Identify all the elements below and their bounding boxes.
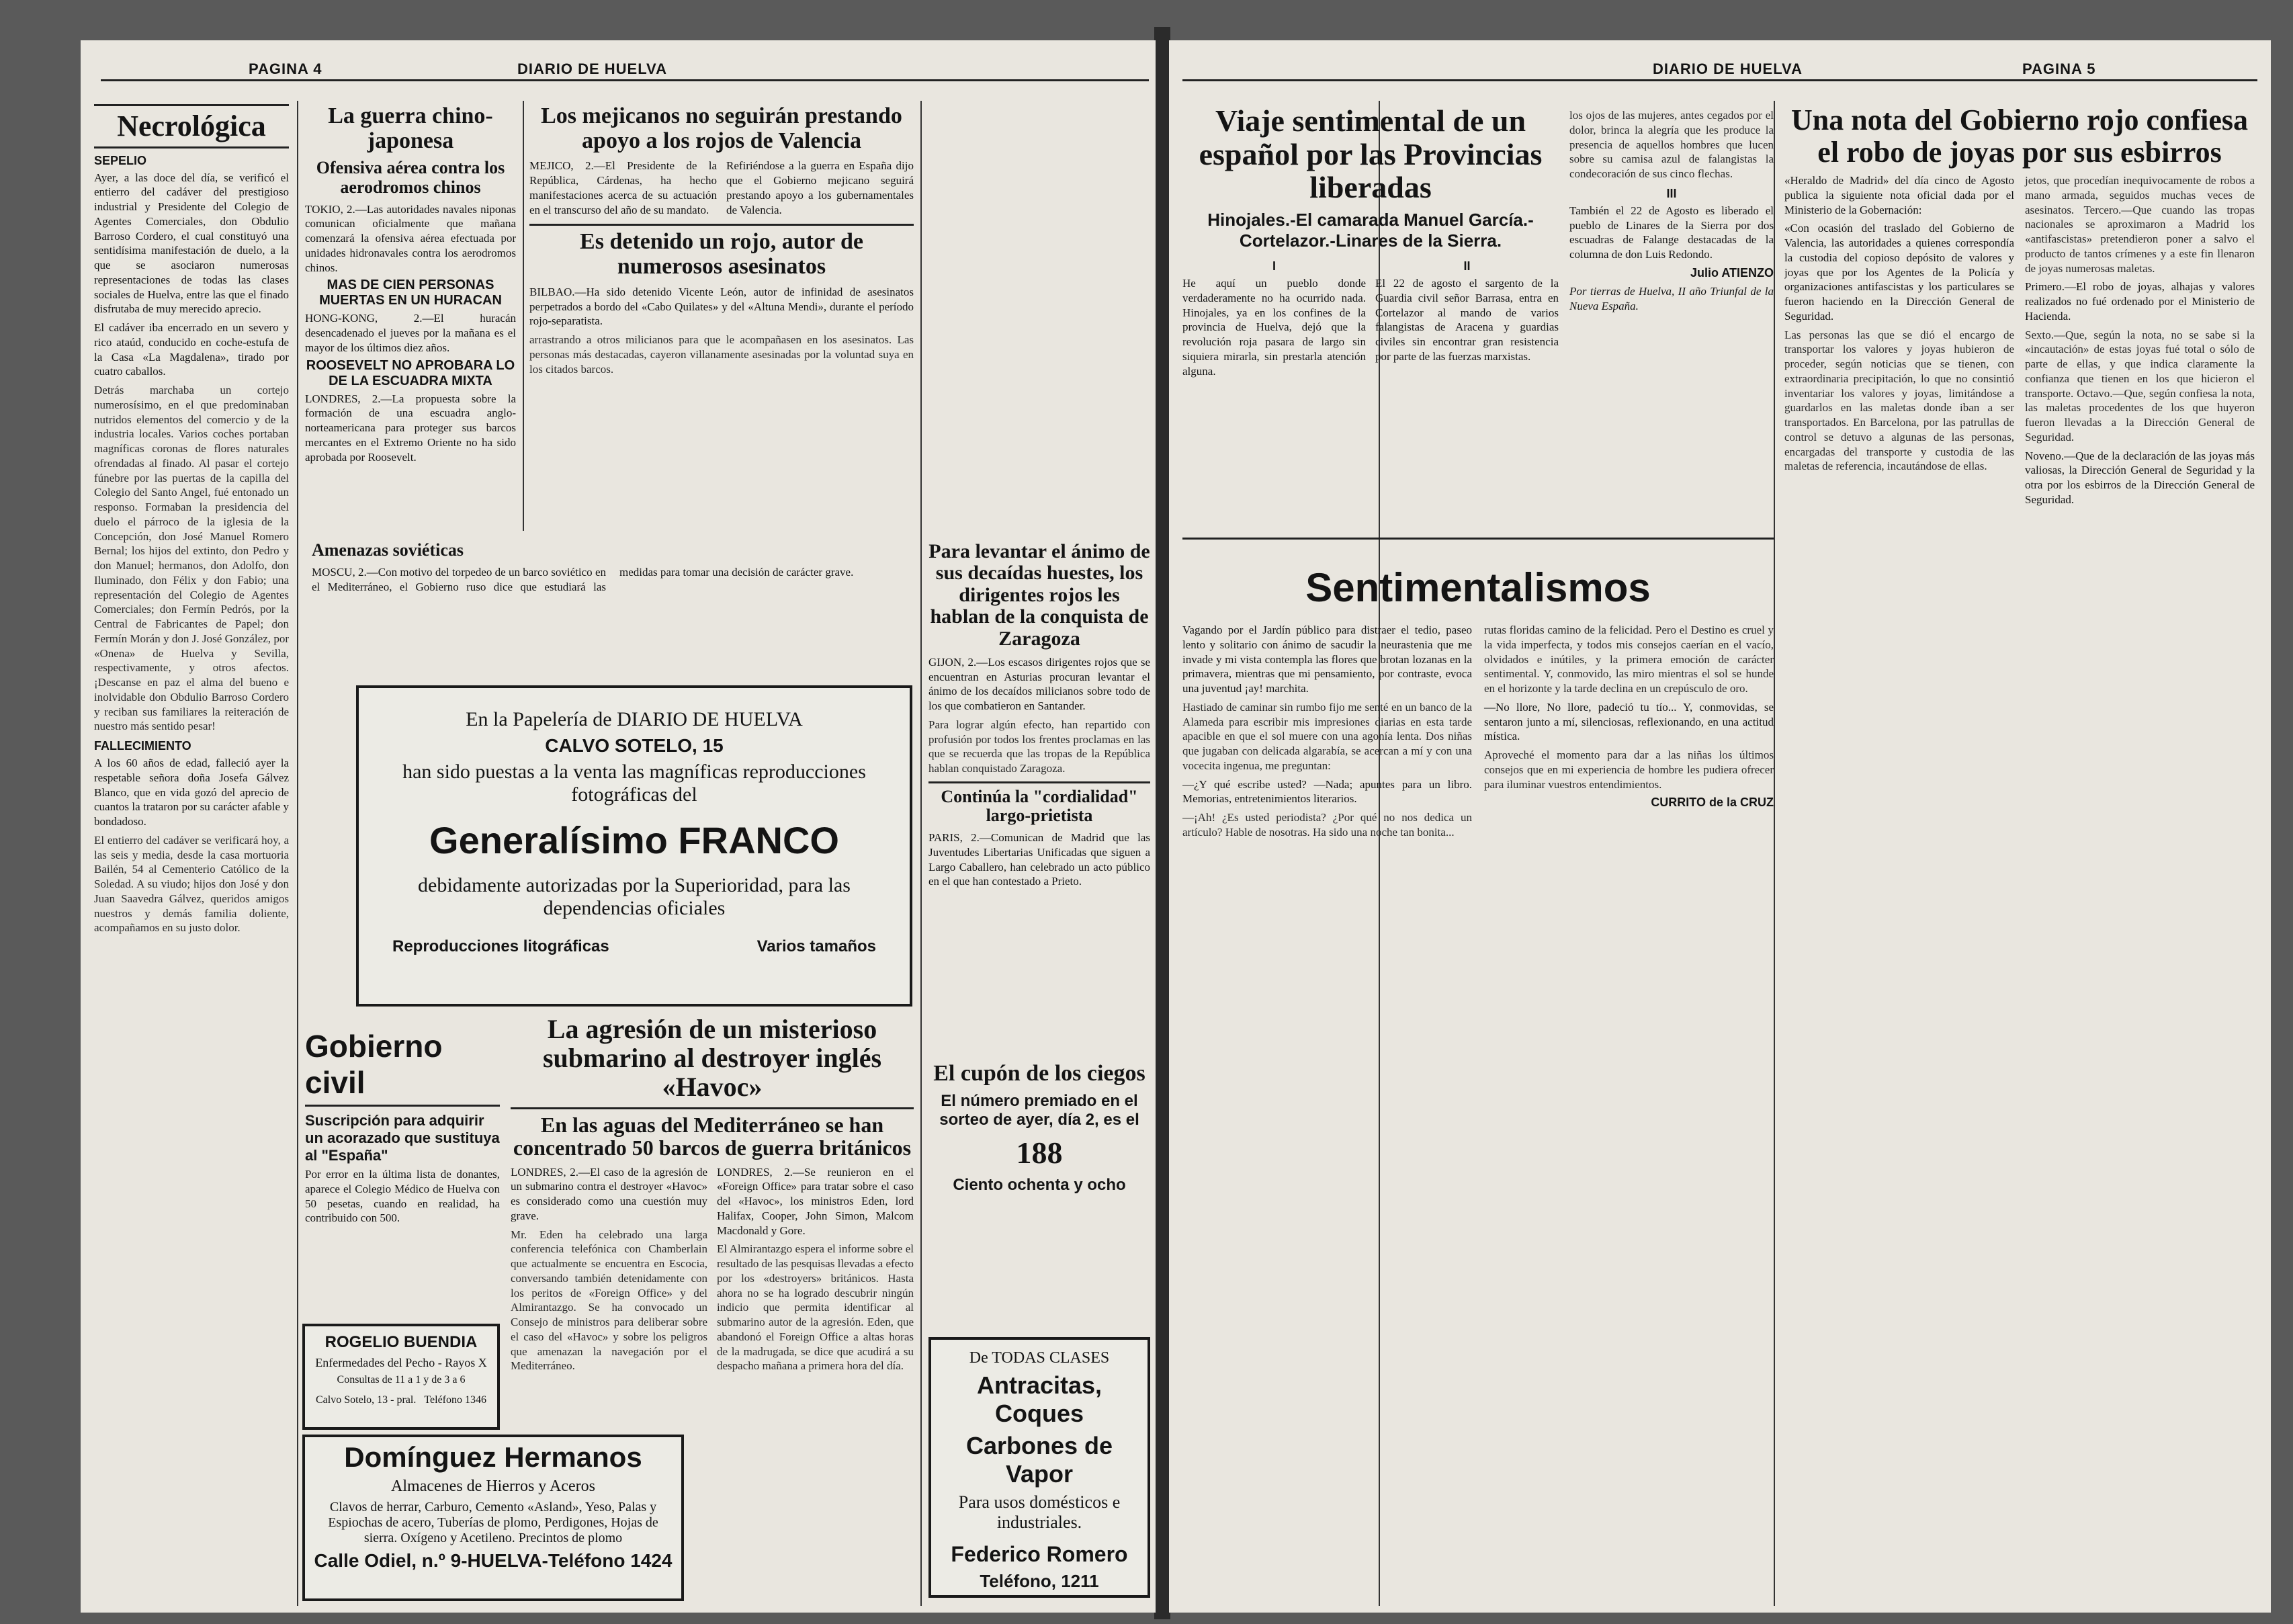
franco-title: Generalísimo FRANCO — [429, 819, 839, 861]
sentimentalismos-text: —No llore, No llore, padeció tu tío... Y, conmovidas, se sentaron junto a mí, silenciosas, reflexionando, en una actitud mística. — [1484, 700, 1774, 743]
viaje-signature: Julio ATIENZO — [1690, 265, 1774, 280]
nota-gobierno-headline: Una nota del Gobierno rojo confiesa el robo de joyas por sus esbirros — [1791, 104, 2248, 169]
gobierno-civil-text: Por error en la última lista de donantes, aparece el Colegio Médico de Huelva con 50 pesetas, cuando en realidad, ha contribuido con 500. — [305, 1168, 500, 1225]
sentimentalismos-headline: Sentimentalismos — [1305, 565, 1651, 610]
column-rule — [920, 101, 922, 1606]
necrologica-column: Necrológica SEPELIO Ayer, a las doce del día, se verificó el entierro del cadáver del prestigioso industrial y Presidente del Colegio de Agentes Comerciales, don Obdulio Barroso Cordero, el cual constituyó una sentidísima manifestación de duelo, a la que se asociaron numerosas representaciones de todas las clases sociales de Huelva, entre las que el finado disfrutaba de muy merecido aprecio. El cadáver iba encerrado en un severo y rico ataúd, conducido en coche-estufa de la Casa «La Magdalena», tirado por cuatro caballos. Detrás marchaba un cortejo numerosísimo, en el que predominaban nutridos elementos del comercio y de la industria locales. Varios coches portaban magníficas coronas de flores naturales ofrendadas al finado. Al pasar el cortejo fúnebre por las puertas de la capilla del Colegio del Santo Angel, fué entonado un responso. Formaban la presidencia del duelo el párroco de la iglesia de la Concepción, don José Manuel Romero Bernal; los hijos del extinto, don Pedro y don Manuel; hermanos, don Adolfo, don Iluminado, don Félix y don Fabio; una representación del Colegio de Agentes Comerciales; don Fermín Pedrós, por la Central de Fabricantes de Papel; don Fermín Morán y don J. José González, por «Onena» de Huelva y Sevilla, respectivamente, y otros afectos. ¡Descanse en paz el alma del bueno e inolvidable don Obdulio Barroso Cordero y reciban sus familiares la reiteración de nuestro más sentido pesar! FALLECIMIENTO A los 60 años de edad, falleció ayer la respetable señora doña Josefa Gálvez Blanco, que en vida gozó del aprecio de cuantos la trataron por su carácter afable y bondadoso. El entierro del cadáver se verificará hoy, a las seis y media, desde la casa mortuoria Bailén, 54 al Cementerio Católico de la Soledad. A su viudo; hijos don José y don Juan Saavedra Gálvez, queridos amigos nuestros y demás familia doliente, acompañamos en su justo dolor. — [94, 104, 289, 1193]
nota-gobierno-text: Primero.—El robo de joyas, alhajas y valores realizados no fué ordenado por el Ministerio de Hacienda. — [2025, 280, 2255, 323]
masthead-right: DIARIO DE HUELVA — [1653, 60, 1803, 77]
ad-line: Antracitas, Coques — [976, 1371, 1102, 1427]
romero-name: Federico Romero — [951, 1542, 1128, 1566]
fallecimiento-label: FALLECIMIENTO — [94, 739, 191, 753]
levantar-article: Para levantar el ánimo de sus decaídas huestes, los dirigentes rojos les hablan de la conquista de Zaragoza GIJON, 2.—Los escasos dirigentes rojos que se encuentran en Asturias procuran levantar el ánimo de los decaídos milicianos sobre todo de los que combatieron en Santander. Para lograr algún efecto, han repartido con profusión por todos los frentes proclamas en las que se recuerda que las tropas de la República hablan conquistado Zaragoza. Continúa la "cordialidad" largo-prietista PARIS, 2.—Comunican de Madrid que las Juventudes Libertarias Unificadas que siguen a Largo Caballero, han celebrado un acto público en el que han contestado a Prieto. — [928, 541, 1150, 888]
viaje-closing: Por tierras de Huelva, II año Triunfal de la Nueva España. — [1569, 284, 1774, 312]
nota-gobierno-text: «Heraldo de Madrid» del día cinco de Agosto publica la siguiente nota oficial dada por el Ministerio de la Gobernación: — [1784, 174, 2014, 216]
guerra-headline: La guerra chino-japonesa — [328, 104, 493, 153]
viaje-article: Viaje sentimental de un español por las Provincias liberadas Hinojales.-El camarada Manuel García.-Cortelazor.-Linares de la Sierra. I He aquí un pueblo donde verdaderamente no ha ocurrido nada. Hinojales, ya en los confines de la provincia de Huelva, dejó que la revolución roja pasara de largo sin siquiera mirarla, sin prestarla atención alguna. II El 22 de agosto el sargento de la Guardia civil señor Barrasa, entra en Cortelazor al mando de varios falangistas de Aracena y guardias civiles sin encontrar gran resistencia por parte de las fuerzas marxistas. los ojos de las mujeres, antes cegados por el dolor, brinca la alegría que les produce la presencia de aquellos hombres que lucen sobre su camisa azul de falangistas la condecoración de sus cinco flechas. III También el 22 de Agosto es liberado el pueblo de Linares de la Sierra por dos escuadras de Falange destacadas de la columna de don Luis Redondo. Julio ATIENZO Por tierras de Huelva, II año Triunfal de la Nueva España. — [1182, 104, 1774, 378]
page-number-left: PAGINA 4 — [249, 60, 322, 77]
papeleria-ad — [356, 685, 912, 1007]
cupon-article — [928, 1062, 1150, 1330]
ad-footer-right: Varios tamaños — [756, 937, 876, 955]
agresion-text: LONDRES, 2.—Se reunieron en el «Foreign Office» para tratar sobre el caso del «Havoc», los ministros Eden, lord Halifax, Cooper, John Simon, Malcom Macdonald y Gore. — [717, 1165, 914, 1237]
newspaper-page-5 — [1169, 40, 2271, 1613]
guerra-text: HONG-KONG, 2.—El huracán desencadenado el jueves por la mañana es el mayor de los últimos diez años. — [305, 312, 516, 354]
gobierno-civil-subhead: Suscripción para adquirir un acorazado que sustituya al "España" — [305, 1112, 500, 1164]
ad-line: De TODAS CLASES — [969, 1349, 1110, 1367]
ad-line: han sido puestas a la venta las magníficas reproducciones fotográficas del — [402, 761, 866, 806]
cordialidad-text: PARIS, 2.—Comunican de Madrid que las Juventudes Libertarias Unificadas que siguen a Largo Caballero, han celebrado un acto público en el que han contestado a Prieto. — [928, 831, 1150, 888]
nota-gobierno-article: Una nota del Gobierno rojo confiesa el robo de joyas por sus esbirros «Heraldo de Madrid» del día cinco de Agosto publica la siguiente nota oficial dada por el Ministerio de la Gobernación: «Con ocasión del traslado del Gobierno de Valencia, las autoridades a quienes correspondía la custodia del copioso depósito de valores y joyas que por los Agentes de la Policía y organizaciones antifascistas y los particulares se fueron haciendo en la Dirección General de Seguridad. Las personas las que se dió el encargo de transportar los valores y joyas hubieron de proceder, según noticias que se tienen, con extraordinaria precipitación, lo que no consintió inventariar los valores y joyas, limitándose a guardarlos en las maletas donde iban a ser transportados. En Barcelona, por las patrullas de control se detuvo a algunas de las personas, encargadas del transporte y custodia de las maletas de referencia, incautándose de ellas. jetos, que procedían inequivocamente de robos a mano armada, seguidos muchas veces de asesinatos. Tercero.—Que cuando las tropas nacionales se aproximaron a Madrid los «antifascistas» pretendieron poner a salvo el producto de tantos crímenes y a este fin llenaron de joyas numerosas maletas. Primero.—El robo de joyas, alhajas y valores realizados no fué ordenado por el Ministerio de Hacienda. Sexto.—Que, según la nota, no se sabe si la «incautación» de estas joyas fué total o sólo de parte de ellas, y que indica claramente la confianza que tienen en los que hicieron el transporte. Octavo.—Que, según confiesa la nota, las maletas procedentes de los que huyeron fueron llevadas a la Dirección General de Seguridad. Noveno.—Que de la declaración de las joyas más valiosas, la Dirección General de Seguridad y la otra por los esbirros de la Dirección General de Seguridad. — [1784, 104, 2255, 506]
ad-line: Clavos de herrar, Carburo, Cemento «Asland», Yeso, Palas y Espiochas de acero, Tuberías de plomo, Perdigones, Hojas de sierra. Oxígeno y Acetileno. Precintos de plomo — [328, 1500, 658, 1545]
mejicanos-headline: Los mejicanos no seguirán prestando apoyo a los rojos de Valencia — [541, 104, 902, 153]
sepelio-label: SEPELIO — [94, 153, 147, 167]
detenido-headline: Es detenido un rojo, autor de numerosos asesinatos — [580, 229, 863, 280]
guerra-article — [305, 104, 516, 534]
viaje-part-number: III — [1666, 186, 1677, 200]
guerra-subhead-2: MAS DE CIEN PERSONAS MUERTAS EN UN HURACAN — [319, 277, 502, 308]
ad-line: En la Papelería de DIARIO DE HUELVA — [466, 708, 803, 730]
masthead-left: DIARIO DE HUELVA — [517, 60, 667, 77]
necrologica-text: El cadáver iba encerrado en un severo y rico ataúd, conducido en coche-estufa de la Casa «La Magdalena», tirado por cuatro caballos. — [94, 321, 289, 378]
detenido-text: BILBAO.—Ha sido detenido Vicente León, autor de infinidad de asesinatos perpetrados a bordo del «Cabo Quilates» y del «Altuna Mendi», durante el período rojo-separatista. — [529, 285, 914, 328]
running-header-right — [1182, 60, 2257, 81]
column-rule — [297, 101, 298, 1606]
ad-line: Enfermedades del Pecho - Rayos X — [315, 1356, 487, 1369]
necrologica-text: A los 60 años de edad, falleció ayer la respetable señora doña Josefa Gálvez Blanco, que en vida gozó del aprecio de cuantos la trataron por su carácter afable y bondadoso. — [94, 757, 289, 828]
ad-footer-left: Reproducciones litográficas — [392, 937, 609, 955]
buendia-ad — [302, 1324, 500, 1430]
section-rule — [1182, 538, 1774, 540]
buendia-phone: Teléfono 1346 — [424, 1394, 486, 1406]
necrologica-text: Ayer, a las doce del día, se verificó el entierro del cadáver del prestigioso industrial y Presidente del Colegio de Agentes Comerciales, don Obdulio Barroso Cordero, el cual constituyó una sentidísima manifestación de duelo, a la que se asociaron numerosas representaciones de todas las clases sociales de Huelva, entre las que el finado disfrutaba de muy merecido aprecio. — [94, 171, 289, 316]
column-rule — [1774, 101, 1775, 1606]
guerra-subhead: Ofensiva aérea contra los aerodromos chinos — [316, 158, 505, 197]
gobierno-civil-article — [305, 1028, 500, 1324]
viaje-text: He aquí un pueblo donde verdaderamente no ha ocurrido nada. Hinojales, ya en los confines de la provincia de Huelva, dejó que la revolución roja pasara de largo sin siquiera mirarla, sin prestarla atención alguna. — [1182, 277, 1366, 378]
viaje-part-number: II — [1463, 259, 1471, 273]
viaje-text: También el 22 de Agosto es liberado el pueblo de Linares de la Sierra por dos escuadras de Falange destacadas de la columna de don Luis Redondo. — [1569, 204, 1774, 261]
viaje-headline: Viaje sentimental de un español por las Provincias liberadas — [1199, 104, 1543, 205]
cupon-number-text: Ciento ochenta y ocho — [953, 1176, 1126, 1195]
cupon-number: 188 — [1016, 1135, 1063, 1170]
guerra-subhead-3: ROOSEVELT NO APROBARA LO DE LA ESCUADRA MIXTA — [306, 357, 515, 388]
sentimentalismos-signature: CURRITO de la CRUZ — [1651, 796, 1774, 810]
mejicanos-text: Refiriéndose a la guerra en España dijo que el Gobierno mejicano seguirá prestando apoyo a los gubernamentales de Valencia. — [726, 159, 914, 216]
ad-line: Consultas de 11 a 1 y de 3 a 6 — [337, 1374, 466, 1385]
necrologica-title: Necrológica — [94, 104, 289, 148]
sentimentalismos-article: Sentimentalismos Vagando por el Jardín público para distraer el tedio, paseo lento y solitario con ánimo de sacudir la neurastenia que me invade y mi vista contempla las flores que brotan lozanas en la primavera, mientras que mi pensamiento, por contraste, evoca una juventud ¡ay! marchita. Hastiado de caminar sin rumbo fijo me senté en un banco de la Alameda para escribir mis impresiones diarias en esta tarde apacible en que el sol muere con una agonía lenta. Dos niñas que jugaban con delicada algarabía, se acercan a mí y con una vocecita ingenua, me preguntan: —¿Y qué escribe usted? —Nada; apuntes para un libro. Memorias, entretenimientos literarios. —¡Ah! ¿Es usted periodista? ¿Por qué no nos dedica un artículo? Hable de nosotras. Ha sido una noche tan bonita... rutas floridas camino de la felicidad. Pero el Destino es cruel y la vida imperfecta, y todos mis consejos caerían en el vacío, olvidados e inútiles, y la primera emoción de carácter sentimental. Y, conmovido, las miro mientras el sol se hunde en el horizonte y la tarde declina en un crepúsculo de oro. —No llore, No llore, padeció tu tío... Y, conmovidas, se sentaron junto a mí, silenciosas, reflexionando, en una actitud mística. Aproveché el momento para dar a las niñas los últimos consejos que en mi experiencia de hombre les pudiera ofrecer para iluminar vuestros entendimientos. CURRITO de la CRUZ — [1182, 565, 1774, 839]
romero-phone: Teléfono, 1211 — [980, 1571, 1099, 1591]
amenazas-article — [312, 541, 914, 669]
mejicanos-article: Los mejicanos no seguirán prestando apoyo a los rojos de Valencia MEJICO, 2.—El Presidente de la República, Cárdenas, ha hecho manifestaciones acerca de su actuación en el transcurso del año de su mandato. Refiriéndose a la guerra en España dijo que el Gobierno mejicano seguirá prestando apoyo a los gubernamentales de Valencia. Es detenido un rojo, autor de numerosos asesinatos BILBAO.—Ha sido detenido Vicente León, autor de infinidad de asesinatos perpetrados a bordo del «Cabo Quilates» y del «Altuna Mendi», durante el período rojo-separatista. arrastrando a otros milicianos para que le acompañasen en los asesinatos. Las personas más destacadas, cayeron villanamente asesinadas por la voluntad suya en los citados barcos. — [529, 104, 914, 376]
ad-line: CALVO SOTELO, 15 — [545, 735, 724, 756]
sentimentalismos-text: Vagando por el Jardín público para distraer el tedio, paseo lento y solitario con ánimo de sacudir la neurastenia que me invade y mi vista contempla las flores que brotan lozanas en la primavera, mientras que mi pensamiento, por contraste, evoca una juventud ¡ay! marchita. — [1182, 624, 1472, 695]
running-header-left — [101, 60, 1149, 81]
guerra-text: TOKIO, 2.—Las autoridades navales niponas comunican oficialmente que mañana comenzará la ofensiva aérea efectuada por unidades hidronavales contra los aerodromos chinos. — [305, 202, 516, 274]
agresion-headline: La agresión de un misterioso submarino al destroyer inglés «Havoc» — [542, 1015, 882, 1103]
viaje-text: El 22 de agosto el sargento de la Guardia civil señor Barrasa, entra en Cortelazor al mando de varios falangistas de Aracena y guardias civiles sin encontrar gran resistencia por parte de las fuerzas marxistas. — [1375, 277, 1559, 363]
ad-line: Almacenes de Hierros y Aceros — [391, 1478, 595, 1495]
mejicanos-text: MEJICO, 2.—El Presidente de la República, Cárdenas, ha hecho manifestaciones acerca de su actuación en el transcurso del año de su mandato. — [529, 159, 717, 216]
cordialidad-headline: Continúa la "cordialidad" largo-prietista — [941, 786, 1138, 826]
gobierno-civil-headline: Gobierno civil — [305, 1028, 500, 1107]
viaje-subhead: Hinojales.-El camarada Manuel García.-Cortelazor.-Linares de la Sierra. — [1207, 210, 1534, 251]
amenazas-headline: Amenazas soviéticas — [312, 541, 464, 560]
guerra-text: LONDRES, 2.—La propuesta sobre la formación de una escuadra anglo-norteamericana para proteger sus barcos mercantes en el Extremo Oriente no ha sido aprobada por Roosevelt. — [305, 392, 516, 464]
dominguez-name: Domínguez Hermanos — [344, 1441, 642, 1473]
nota-gobierno-text: Noveno.—Que de la declaración de las joyas más valiosas, la Dirección General de Seguridad y la otra por los esbirros de la Dirección General de Seguridad. — [2025, 449, 2255, 506]
amenazas-text: MOSCU, 2.—Con motivo del torpedeo de un barco soviético en el Mediterráneo, el Gobierno ruso dice que estudiará las medidas para tomar una decisión de carácter grave. — [312, 566, 854, 593]
agresion-article: La agresión de un misterioso submarino al destroyer inglés «Havoc» En las aguas del Mediterráneo se han concentrado 50 barcos de guerra británicos LONDRES, 2.—El caso de la agresión de un submarino contra el destroyer «Havoc» es considerado como una cuestión muy grave. Mr. Eden ha celebrado una larga conferencia telefónica con Chamberlain que actualmente se encuentra en Escocia, conversando también detenidamente con los peritos de «Foreign Office» y del Almirantazgo. Se ha convocado un Consejo de ministros para deliberar sobre el caso del «Havoc» y sobre los peligros que amenazan la navegación por el Mediterráneo. LONDRES, 2.—Se reunieron en el «Foreign Office» para tratar sobre el caso del «Havoc», los ministros Eden, lord Halifax, Cooper, John Simon, Malcom Macdonald y Gore. El Almirantazgo espera el informe sobre el resultado de las pesquisas llevadas a efecto por los «destroyers» británicos. Hasta ahora no se ha logrado descubrir ningún indicio que permita identificar al submarino autor de la agresión. Eden, que abandonó el Foreign Office a altas horas de la madrugada, se dice que acudirá a su despacho mañana a primera hora del día. — [511, 1015, 914, 1373]
page-number-right: PAGINA 5 — [2022, 60, 2096, 77]
agresion-subhead: En las aguas del Mediterráneo se han concentrado 50 barcos de guerra británicos — [511, 1107, 914, 1160]
ad-line: Para usos domésticos e industriales. — [958, 1492, 1121, 1532]
newspaper-page-4 — [81, 40, 1156, 1613]
romero-ad — [928, 1337, 1150, 1598]
nota-gobierno-text: «Con ocasión del traslado del Gobierno de Valencia, las autoridades a quienes correspondía la custodia del copioso depósito de valores y joyas que por los Agentes de la Policía y organizaciones antifascistas y los particulares se fueron haciendo en la Dirección General de Seguridad. — [1784, 222, 2014, 323]
viaje-part-number: I — [1272, 259, 1276, 273]
levantar-text: GIJON, 2.—Los escasos dirigentes rojos que se encuentran en Asturias procuran levantar el ánimo de los decaídos milicianos sobre todo de los que combatieron en Santander. — [928, 655, 1150, 713]
buendia-address: Calvo Sotelo, 13 - pral. — [316, 1394, 417, 1406]
ad-line: Carbones de Vapor — [965, 1432, 1113, 1488]
cupon-headline: El cupón de los ciegos — [933, 1062, 1145, 1086]
levantar-headline: Para levantar el ánimo de sus decaídas huestes, los dirigentes rojos les hablan de la conquista de Zaragoza — [928, 541, 1150, 650]
ad-line: debidamente autorizadas por la Superioridad, para las dependencias oficiales — [418, 874, 851, 919]
cupon-subhead: El número premiado en el sorteo de ayer, día 2, es el — [939, 1091, 1139, 1129]
dominguez-address: Calle Odiel, n.º 9-HUELVA-Teléfono 1424 — [314, 1550, 673, 1571]
buendia-name: ROGELIO BUENDIA — [325, 1333, 478, 1351]
column-rule — [523, 101, 524, 531]
book-spine — [1154, 27, 1170, 1619]
sentimentalismos-text: —¿Y qué escribe usted? —Nada; apuntes para un libro. Memorias, entretenimientos literarios. — [1182, 777, 1472, 806]
agresion-text: LONDRES, 2.—El caso de la agresión de un submarino contra el destroyer «Havoc» es considerado como una cuestión muy grave. — [511, 1165, 707, 1222]
